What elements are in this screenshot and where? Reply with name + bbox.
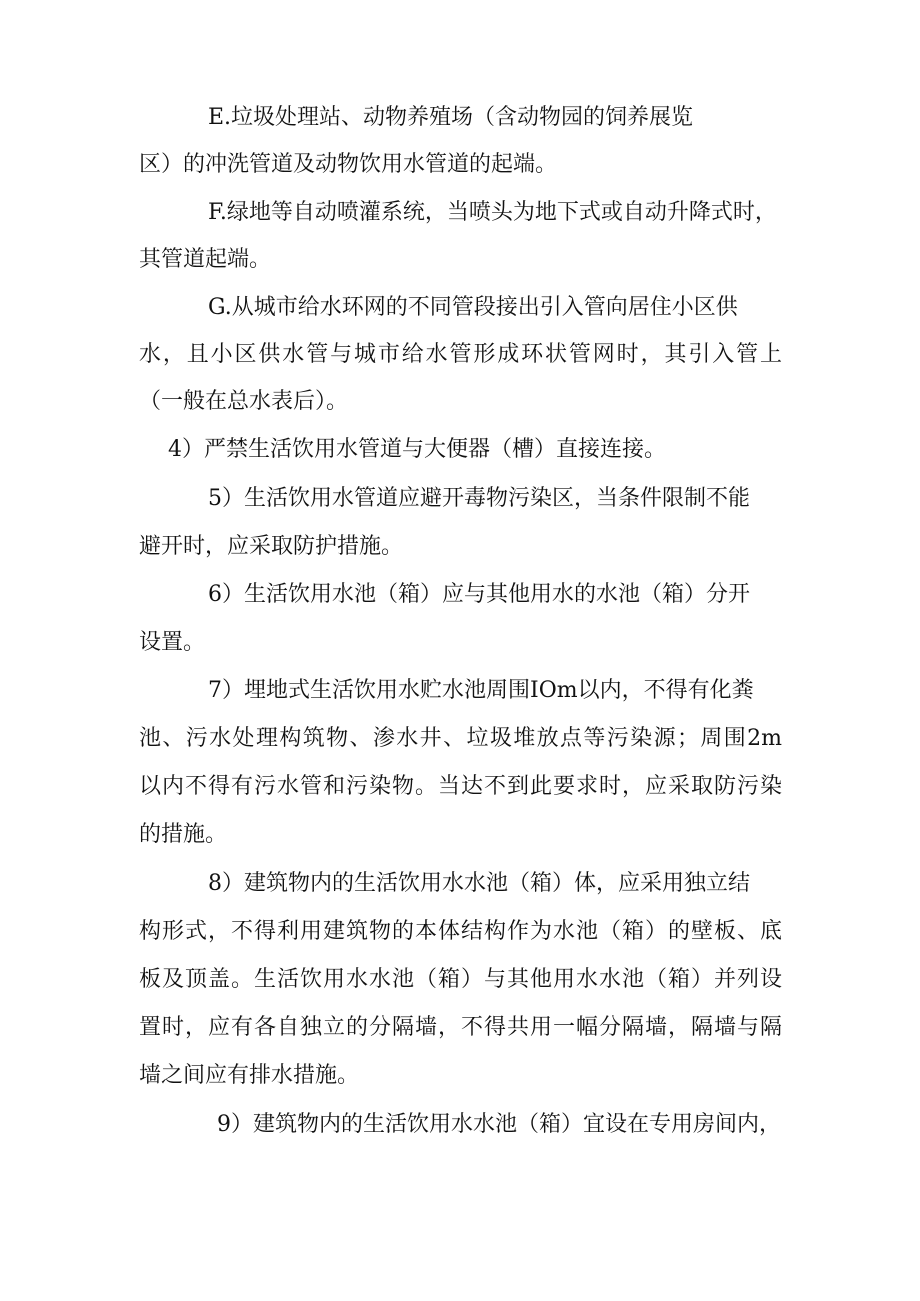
paragraph-8-line-5: 墙之间应有排水措施。: [139, 1063, 360, 1088]
paragraph-7-line-4: 的措施。: [139, 822, 228, 847]
paragraph-6-line-1: 6）生活饮用水池（箱）应与其他用水的水池（箱）分开: [208, 582, 750, 607]
paragraph-7-line-2: 池、污水处理构筑物、渗水井、垃圾堆放点等污染源；周围2m: [139, 726, 782, 751]
paragraph-g-line-2: 水，且小区供水管与城市给水管形成环状管网时，其引入管上: [139, 342, 782, 367]
paragraph-g-line-1: G.从城市给水环网的不同管段接出引入管向居住小区供: [208, 295, 738, 320]
paragraph-f-line-2: 其管道起端。: [139, 247, 272, 272]
paragraph-6-line-2: 设置。: [139, 630, 206, 655]
paragraph-4-line-1: 4）严禁生活饮用水管道与大便器（槽）直接连接。: [168, 437, 666, 462]
paragraph-f-line-1: F.绿地等自动喷灌系统，当喷头为地下式或自动升降式时，: [208, 200, 777, 225]
paragraph-8-line-1: 8）建筑物内的生活饮用水水池（箱）体，应采用独立结: [208, 871, 750, 896]
paragraph-5-line-1: 5）生活饮用水管道应避开毒物污染区，当条件限制不能: [208, 486, 750, 511]
paragraph-8-line-2: 构形式，不得利用建筑物的本体结构作为水池（箱）的壁板、底: [139, 919, 782, 944]
paragraph-8-line-4: 置时，应有各自独立的分隔墙，不得共用一幅分隔墙，隔墙与隔: [139, 1015, 782, 1040]
paragraph-e-line-1: E.垃圾处理站、动物养殖场（含动物园的饲养展览: [208, 105, 694, 130]
paragraph-7-line-3: 以内不得有污水管和污染物。当达不到此要求时，应采取防污染: [139, 774, 782, 799]
paragraph-7-line-1: 7）埋地式生活饮用水贮水池周围IOm以内，不得有化粪: [208, 678, 754, 703]
paragraph-5-line-2: 避开时，应采取防护措施。: [139, 534, 404, 559]
paragraph-9-line-1: 9）建筑物内的生活饮用水水池（箱）宜设在专用房间内，: [217, 1112, 781, 1137]
paragraph-e-line-2: 区）的冲洗管道及动物饮用水管道的起端。: [139, 152, 558, 177]
paragraph-8-line-3: 板及顶盖。生活饮用水水池（箱）与其他用水水池（箱）并列设: [139, 967, 782, 992]
paragraph-g-line-3: （一般在总水表后）。: [139, 389, 349, 414]
